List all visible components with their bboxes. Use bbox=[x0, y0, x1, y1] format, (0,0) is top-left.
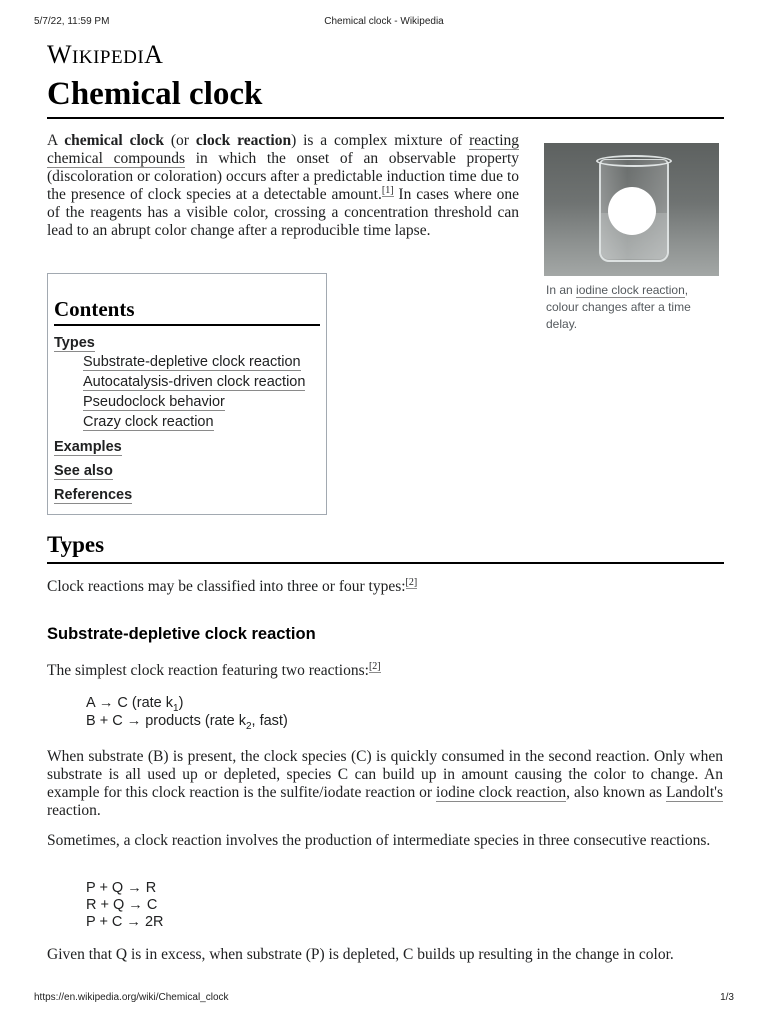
wordmark-w: W bbox=[47, 40, 73, 69]
toc-title: Contents bbox=[54, 297, 320, 326]
toc-item-autocatalysis[interactable] bbox=[83, 374, 305, 390]
equation-3: P + Q → R bbox=[86, 880, 157, 896]
page-title: Chemical clock bbox=[47, 76, 263, 112]
toc-item-label: Examples bbox=[54, 439, 122, 455]
print-footer bbox=[34, 992, 734, 1006]
page-number: 1/3 bbox=[720, 992, 734, 1003]
wikipedia-wordmark[interactable] bbox=[47, 40, 163, 70]
toc-item-crazy-clock[interactable] bbox=[83, 414, 214, 430]
caption-text: In an bbox=[546, 283, 577, 297]
toc-item-label: References bbox=[54, 487, 133, 503]
redaction-dot bbox=[608, 187, 656, 235]
infobox-figure bbox=[544, 143, 719, 333]
eq-subscript: 2 bbox=[245, 720, 252, 732]
subheading-substrate-depletive: Substrate-depletive clock reaction bbox=[47, 625, 316, 643]
link-iodine-clock-reaction[interactable]: iodine clock reaction bbox=[436, 784, 567, 801]
wordmark-a: A bbox=[144, 40, 164, 69]
intro-text: ) is a complex mixture of bbox=[291, 132, 470, 149]
equation-5: P + C → 2R bbox=[86, 914, 164, 930]
substrate-paragraph-3: Given that Q is in excess, when substrate (P) is depleted, C builds up resulting in the change in color. bbox=[47, 946, 674, 963]
substrate-paragraph-2: Sometimes, a clock reaction involves the production of intermediate species in three consecutive reactions. bbox=[47, 832, 711, 849]
toc-item-label: Types bbox=[54, 335, 95, 351]
toc-item-types[interactable] bbox=[54, 335, 95, 351]
term-clock-reaction: clock reaction bbox=[195, 132, 292, 149]
intro-text: (or bbox=[164, 132, 196, 149]
print-datetime: 5/7/22, 11:59 PM bbox=[34, 16, 110, 27]
link-iodine-clock-reaction[interactable]: iodine clock reaction bbox=[576, 283, 685, 297]
toc-item-label: Pseudoclock behavior bbox=[83, 394, 225, 410]
figure-caption bbox=[544, 282, 719, 333]
print-doc-title: Chemical clock - Wikipedia bbox=[324, 16, 444, 27]
intro-text: In cases where one of the reagents has a visible color, crossing a concentration threshold can lead to an abrupt color change after a reproducible time lapse. bbox=[47, 186, 519, 239]
toc-item-label: Autocatalysis-driven clock reaction bbox=[83, 374, 306, 390]
section-heading-types: Types bbox=[47, 532, 105, 557]
equation-2 bbox=[86, 713, 288, 735]
toc-item-label: See also bbox=[54, 463, 113, 479]
section-divider bbox=[47, 562, 724, 564]
reference-2[interactable]: [2] bbox=[368, 660, 381, 672]
link-landolt[interactable]: Landolt's bbox=[665, 784, 723, 801]
toc-item-pseudoclock[interactable] bbox=[83, 394, 225, 410]
reference-1[interactable]: [1] bbox=[381, 184, 394, 196]
types-intro bbox=[47, 578, 723, 596]
link-reacting-chemical-compounds[interactable]: reacting chemical compounds bbox=[47, 132, 520, 167]
eq-subscript: 1 bbox=[173, 702, 179, 714]
para-text: , also known as bbox=[566, 784, 666, 801]
table-of-contents bbox=[47, 273, 327, 515]
eq-text: , fast) bbox=[251, 713, 288, 729]
equation-4: R + Q → C bbox=[86, 897, 158, 913]
toc-item-label: Crazy clock reaction bbox=[83, 414, 214, 430]
para-text: reaction. bbox=[47, 802, 101, 819]
intro-paragraph bbox=[47, 132, 519, 240]
toc-item-examples[interactable] bbox=[54, 439, 122, 455]
beaker-rim bbox=[596, 155, 672, 167]
types-intro-text: Clock reactions may be classified into three or four types: bbox=[47, 578, 406, 595]
toc-item-substrate-depletive[interactable] bbox=[83, 354, 301, 370]
substrate-intro-text: The simplest clock reaction featuring two reactions: bbox=[47, 662, 369, 679]
eq-text: A → C (rate k bbox=[86, 695, 174, 711]
iodine-beaker-photo[interactable] bbox=[544, 143, 719, 276]
wordmark-ikipedi: IKIPEDI bbox=[72, 47, 145, 68]
substrate-paragraph-1 bbox=[47, 748, 723, 820]
toc-item-see-also[interactable] bbox=[54, 463, 113, 479]
print-header bbox=[34, 16, 734, 30]
caption-text: , colour changes after a time delay. bbox=[546, 283, 691, 331]
intro-text: A bbox=[47, 132, 65, 149]
intro-text: in which the onset of an observable property (discoloration or coloration) occurs after a predictable induction time due to the presence of clock species at a detectable amount. bbox=[47, 150, 520, 203]
eq-text: B + C → products (rate k bbox=[86, 713, 246, 729]
print-url: https://en.wikipedia.org/wiki/Chemical_clock bbox=[34, 992, 229, 1003]
term-chemical-clock: chemical clock bbox=[64, 132, 165, 149]
toc-item-label: Substrate-depletive clock reaction bbox=[83, 354, 301, 370]
substrate-intro bbox=[47, 662, 723, 680]
title-divider bbox=[47, 117, 724, 119]
eq-text: ) bbox=[178, 695, 184, 711]
para-text: When substrate (B) is present, the clock species (C) is quickly consumed in the second reaction. Only when substrate is all used up or depleted, species C can build up in amount causing the color to change. An example for this clock reaction is the sulfite/iodate reaction or bbox=[47, 748, 723, 801]
toc-item-references[interactable] bbox=[54, 487, 132, 503]
reference-2[interactable]: [2] bbox=[405, 576, 418, 588]
